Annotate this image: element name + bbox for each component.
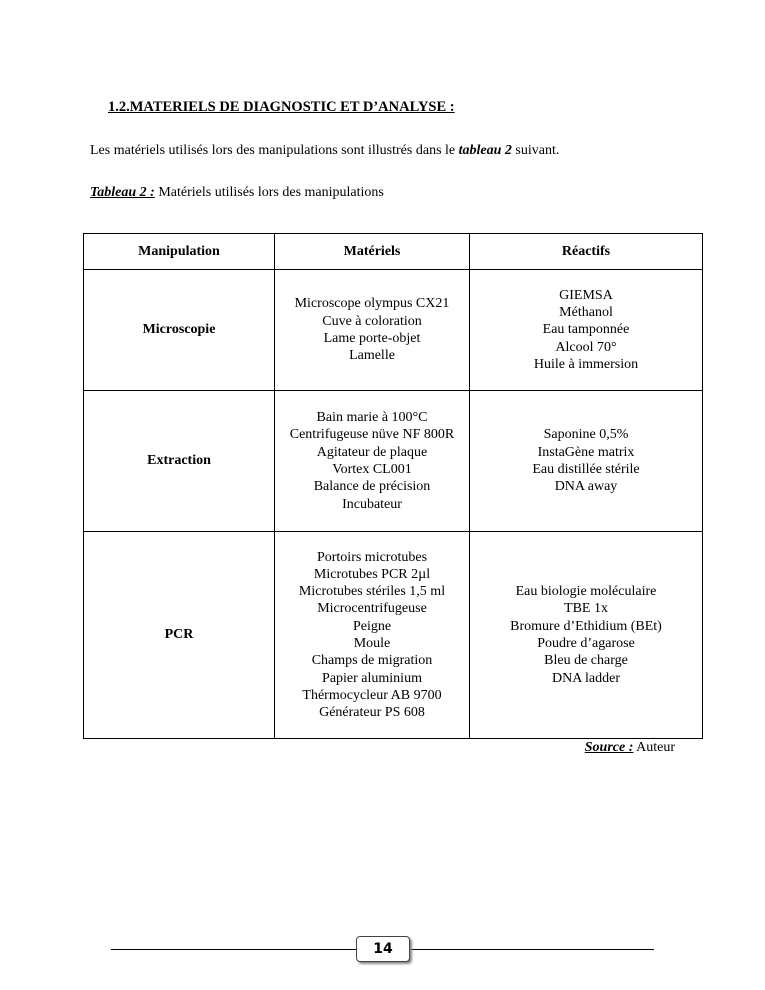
materiel-item: Moule [353,636,391,651]
reactif-item: Poudre d’agarose [537,636,635,651]
reactif-item: Eau distillée stérile [532,462,640,477]
reactif-item: Alcool 70° [555,339,617,355]
materiel-item: Thérmocycleur AB 9700 [302,687,442,703]
reactif-item: Saponine 0,5% [543,427,629,443]
reactif-item: DNA away [554,479,618,495]
intro-text-after: suivant. [511,143,560,158]
reactif-item: Bromure d’Ethidium (BEt) [510,618,662,634]
section-heading: 1.2.MATERIELS DE DIAGNOSTIC ET D’ANALYSE : [108,99,455,115]
materiel-item: Générateur PS 608 [319,705,425,721]
reactif-item: TBE 1x [564,601,608,617]
materiel-item: Microtubes PCR 2µl [313,566,431,582]
materiel-item: Lamelle [349,348,395,364]
intro-table-reference: tableau 2 [458,143,512,158]
materiel-item: Incubateur [342,496,402,512]
materiel-item: Balance de précision [313,479,431,495]
reactif-item: Huile à immersion [533,356,639,372]
materiel-item: Cuve à coloration [322,313,422,329]
materiels-cell [275,532,470,739]
table-row [84,391,703,532]
header-manipulation: Manipulation [84,234,275,270]
materiels-cell [275,270,470,391]
reactif-item: DNA ladder [551,670,621,686]
table-row [84,270,703,391]
table-header-row [84,234,703,270]
materials-table [83,233,703,739]
manipulation-cell: Microscopie [84,270,275,391]
reactif-item: Eau biologie moléculaire [515,584,657,600]
materiels-cell [275,391,470,532]
materiel-item: Peigne [352,618,392,634]
table-caption-text: Matériels utilisés lors des manipulations [154,185,384,200]
manipulation-cell: PCR [84,532,275,739]
intro-paragraph [90,143,559,159]
materiel-item: Papier aluminium [322,670,422,686]
source-text: Auteur [633,740,675,755]
page-number: 14 [356,936,410,962]
table-caption [90,185,384,201]
materiel-item: Portoirs microtubes [316,549,428,565]
header-materiels: Matériels [275,234,470,270]
manipulation-cell: Extraction [84,391,275,532]
reactif-item: Eau tamponnée [542,322,630,338]
reactifs-cell [470,270,703,391]
materiel-item: Champs de migration [311,653,433,669]
reactif-item: Méthanol [559,305,613,321]
reactifs-cell [470,532,703,739]
table-row [84,532,703,739]
table-source [585,740,675,756]
materiel-item: Bain marie à 100°C [316,410,428,426]
reactif-item: Bleu de charge [544,653,628,669]
materiel-item: Centrifugeuse nüve NF 800R [289,427,455,443]
header-reactifs: Réactifs [470,234,703,270]
reactifs-cell [470,391,703,532]
source-label: Source : [584,740,634,755]
materiel-item: Vortex CL001 [332,462,412,477]
table-caption-label: Tableau 2 : [90,185,155,200]
materiel-item: Agitateur de plaque [316,444,428,460]
materiel-item: Microscope olympus CX21 [294,296,450,312]
materiel-item: Microcentrifugeuse [317,601,427,617]
reactif-item: InstaGène matrix [537,444,635,460]
reactif-item: GIEMSA [559,287,613,303]
intro-text-before: Les matériels utilisés lors des manipulations sont illustrés dans le [90,143,459,158]
materiel-item: Lame porte-objet [323,331,421,346]
materiel-item: Microtubes stériles 1,5 ml [298,584,446,600]
